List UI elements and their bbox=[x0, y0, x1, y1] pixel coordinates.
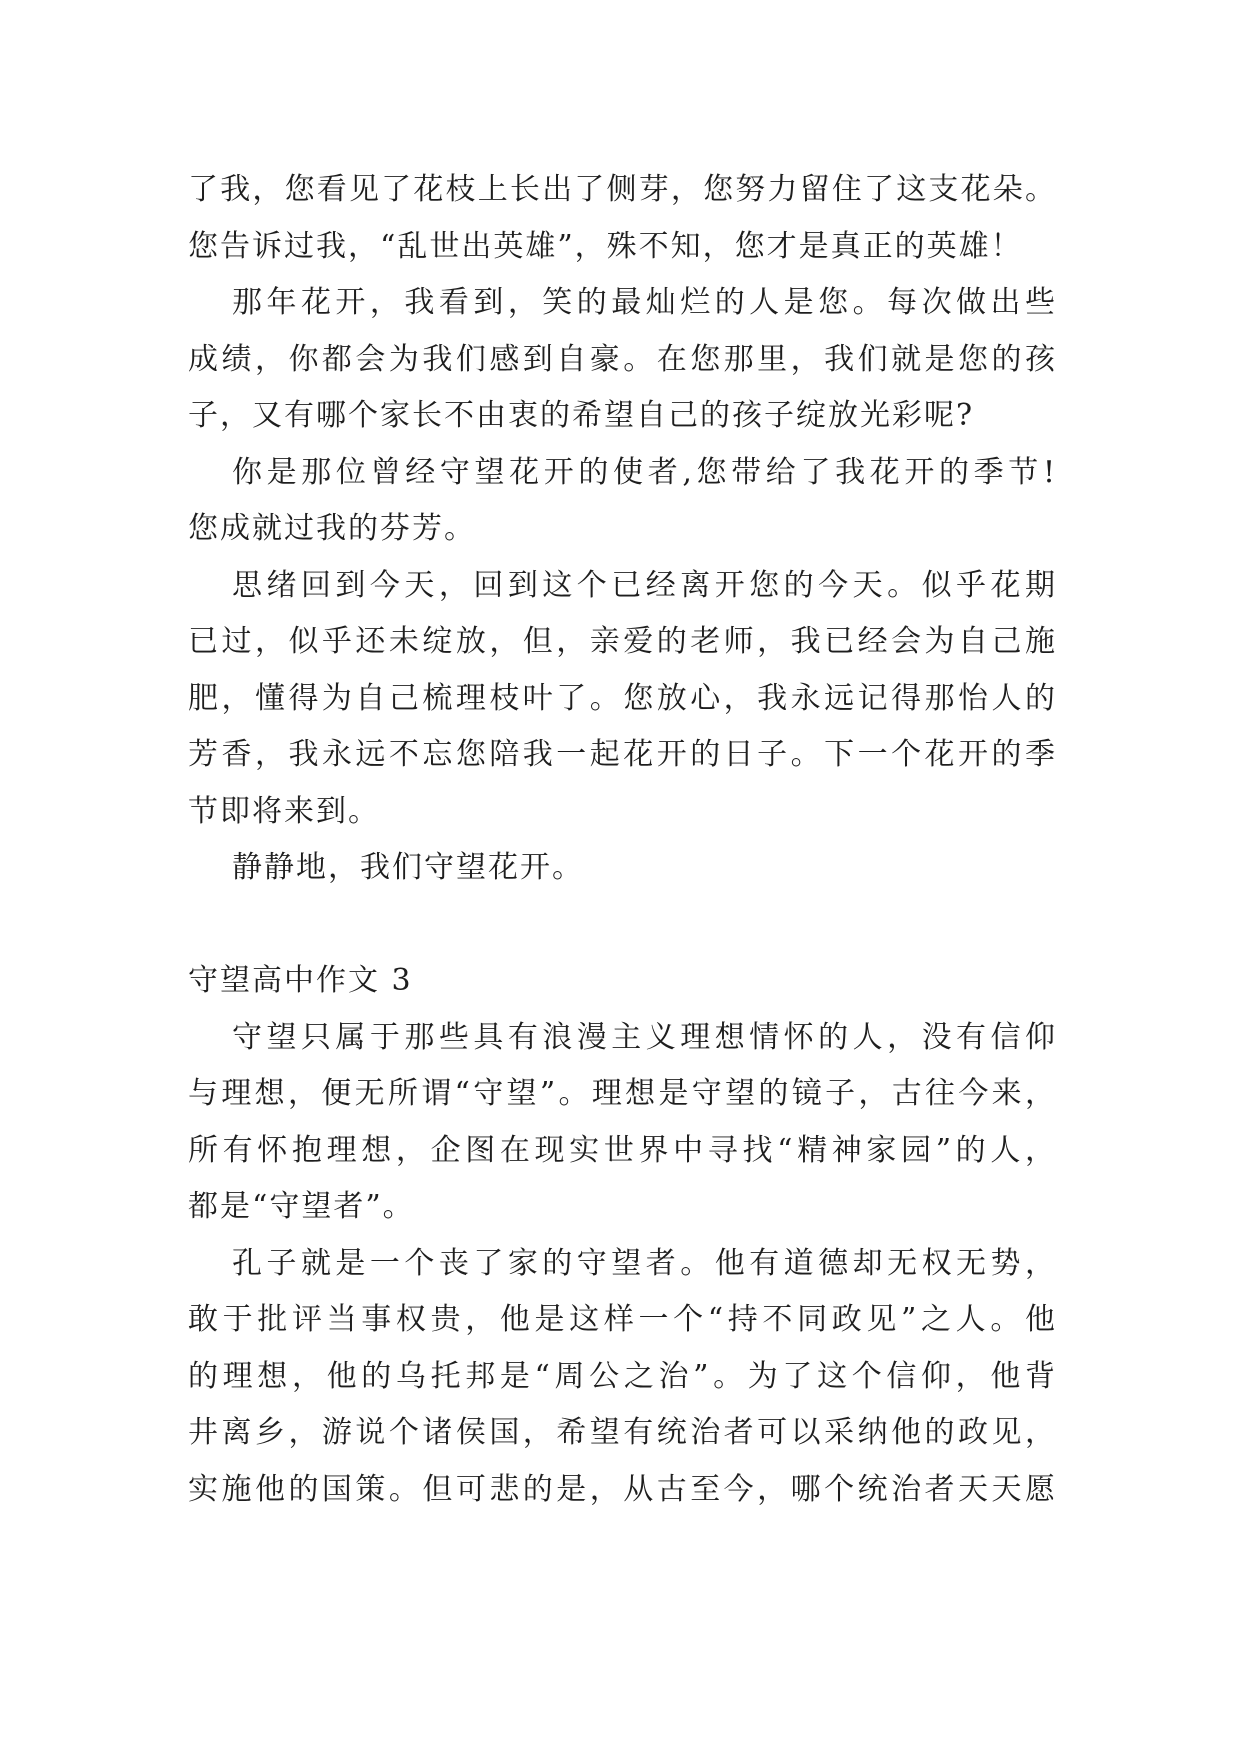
text-line: 的理想，他的乌托邦是“周公之治”。为了这个信仰，他背 bbox=[188, 1358, 1055, 1394]
text-line: 所有怀抱理想，企图在现实世界中寻找“精神家园”的人， bbox=[188, 1132, 1055, 1168]
text-line: 实施他的国策。但可悲的是，从古至今，哪个统治者天天愿 bbox=[188, 1471, 1055, 1507]
text-line: 与理想，便无所谓“守望”。理想是守望的镜子，古往今来， bbox=[188, 1076, 1055, 1111]
text-line: 井离乡，游说个诸侯国，希望有统治者可以采纳他的政见， bbox=[188, 1415, 1055, 1450]
text-line: 思绪回到今天，回到这个已经离开您的今天。似乎花期 bbox=[232, 567, 1055, 603]
text-line: 孔子就是一个丧了家的守望者。他有道德却无权无势， bbox=[232, 1245, 1055, 1281]
text-line: 了我，您看见了花枝上长出了侧芽，您努力留住了这支花朵。 bbox=[188, 172, 1055, 207]
text-line: 敢于批评当事权贵，他是这样一个“持不同政见”之人。他 bbox=[188, 1302, 1055, 1337]
text-line: 守望只属于那些具有浪漫主义理想情怀的人，没有信仰 bbox=[232, 1019, 1055, 1055]
text-line: 那年花开，我看到，笑的最灿烂的人是您。每次做出些 bbox=[232, 285, 1055, 320]
section-title: 守望高中作文 3 bbox=[188, 963, 413, 998]
text-line: 子，又有哪个家长不由衷的希望自己的孩子绽放光彩呢? bbox=[188, 398, 975, 433]
text-line: 你是那位曾经守望花开的使者,您带给了我花开的季节! bbox=[232, 454, 1055, 490]
text-line: 您告诉过我，“乱世出英雄”，殊不知，您才是真正的英雄！ bbox=[188, 228, 1023, 264]
text-line: 您成就过我的芬芳。 bbox=[188, 511, 476, 546]
text-line: 肥，懂得为自己梳理枝叶了。您放心，我永远记得那怡人的 bbox=[188, 680, 1055, 716]
text-line: 成绩，你都会为我们感到自豪。在您那里，我们就是您的孩 bbox=[188, 341, 1055, 377]
text-line: 节即将来到。 bbox=[188, 793, 380, 829]
text-line: 已过，似乎还未绽放，但，亲爱的老师，我已经会为自己施 bbox=[188, 624, 1055, 659]
text-line: 静静地，我们守望花开。 bbox=[232, 850, 584, 885]
text-line: 芳香，我永远不忘您陪我一起花开的日子。下一个花开的季 bbox=[188, 737, 1055, 772]
text-line: 都是“守望者”。 bbox=[188, 1189, 415, 1224]
